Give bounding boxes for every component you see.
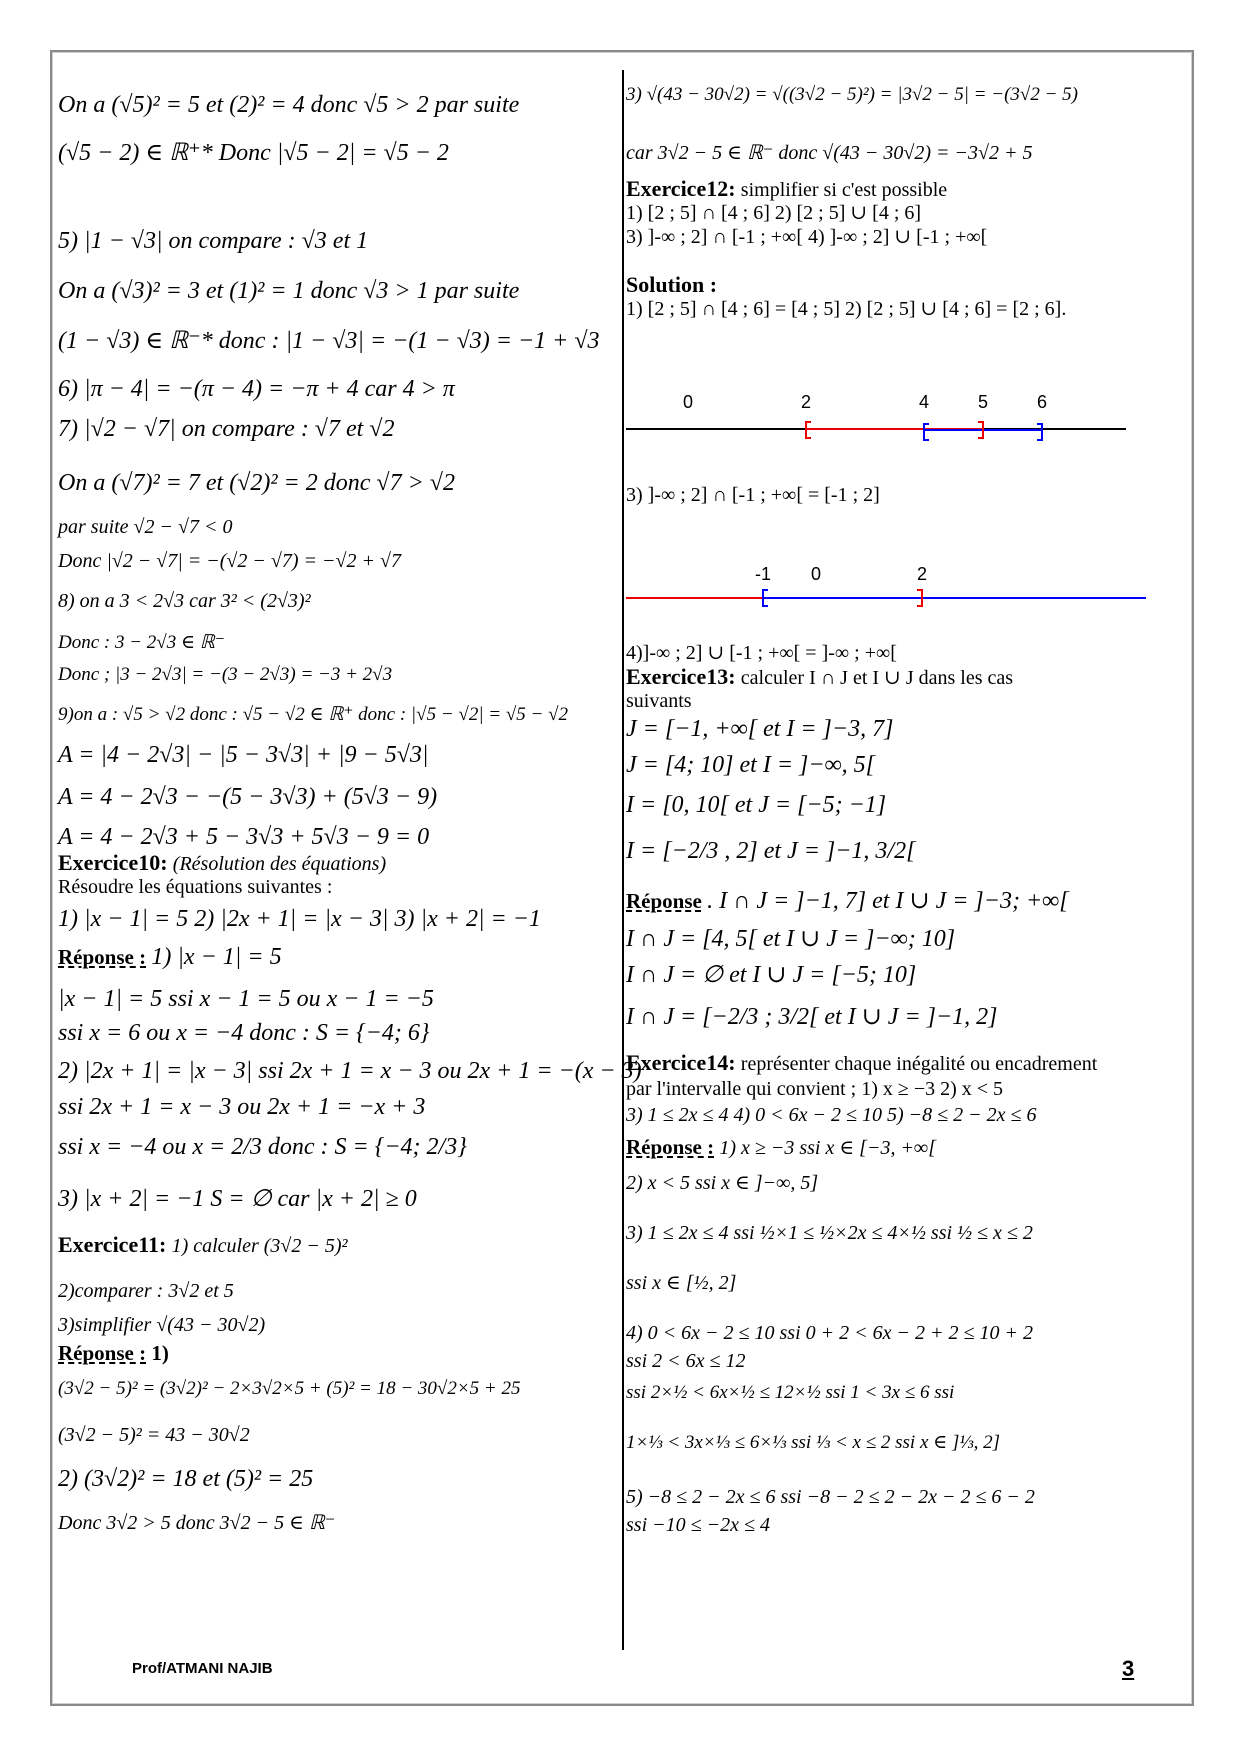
tick-label: -1 — [754, 566, 772, 584]
exercise10-heading — [58, 850, 386, 877]
exercise13-title: Exercice13: — [626, 664, 736, 689]
text-line: 3) √(43 − 30√2) = √((3√2 − 5)²) = |3√2 − 5| = −(3√2 − 5) — [626, 84, 1078, 105]
exercise12-q2: 3) ]-∞ ; 2] ∩ [-1 ; +∞[ 4) ]-∞ ; 2] ∪ [-1 ; +∞[ — [626, 226, 988, 248]
text-line: (√5 − 2) ∈ ℝ⁺* Donc |√5 − 2| = √5 − 2 — [58, 140, 449, 166]
text-line: par suite √2 − √7 < 0 — [58, 516, 233, 538]
text-line: Donc ; |3 − 2√3| = −(3 − 2√3) = −3 + 2√3 — [58, 664, 393, 685]
text-line: ssi x ∈ [½, 2] — [626, 1272, 737, 1294]
text-line: 4) 0 < 6x − 2 ≤ 10 ssi 0 + 2 < 6x − 2 + 2 ≤ 10 + 2 — [626, 1322, 1033, 1344]
tick-label: 2 — [916, 566, 928, 584]
exercise12-q1: 1) [2 ; 5] ∩ [4 ; 6] 2) [2 ; 5] ∪ [4 ; 6] — [626, 202, 922, 224]
exercise11-q3: 3)simplifier √(43 − 30√2) — [58, 1314, 266, 1336]
exercise10-instruction: Résoudre les équations suivantes : — [58, 876, 333, 898]
response-item: 1) — [151, 1341, 169, 1365]
exercise14-title: Exercice14: — [626, 1050, 736, 1075]
text-line: car 3√2 − 5 ∈ ℝ⁻ donc √(43 − 30√2) = −3√2 + 5 — [626, 142, 1033, 164]
exercise12-heading — [626, 176, 947, 203]
exercise14-statement: représenter chaque inégalité ou encadrement — [740, 1053, 1098, 1075]
exercise13-statement2: suivants — [626, 690, 692, 712]
text-line: (3√2 − 5)² = 43 − 30√2 — [58, 1424, 250, 1446]
text-line: On a (√5)² = 5 et (2)² = 4 donc √5 > 2 par suite — [58, 92, 520, 118]
text-line: Donc |√2 − √7| = −(√2 − √7) = −√2 + √7 — [58, 550, 401, 572]
exercise13-heading — [626, 664, 1013, 691]
text-line: ssi −10 ≤ −2x ≤ 4 — [626, 1514, 770, 1536]
exercise13-case: I = [0, 10[ et J = [−5; −1] — [626, 792, 887, 818]
text-line: On a (√7)² = 7 et (√2)² = 2 donc √7 > √2 — [58, 470, 455, 496]
interval-bracket — [1037, 424, 1042, 440]
text-line: On a (√3)² = 3 et (1)² = 1 donc √3 > 1 par suite — [58, 278, 520, 304]
tick-label: 5 — [977, 394, 989, 412]
exercise13-answer: I ∩ J = [−2/3 ; 3/2[ et I ∪ J = ]−1, 2] — [626, 1004, 998, 1030]
exercise12-solution-label: Solution : — [626, 272, 718, 297]
text-line: 1×⅓ < 3x×⅓ ≤ 6×⅓ ssi ⅓ < x ≤ 2 ssi x ∈ ]⅓, 2] — [626, 1432, 1000, 1453]
text-line: Donc 3√2 > 5 donc 3√2 − 5 ∈ ℝ⁻ — [58, 1512, 336, 1534]
exercise13-statement: calculer I ∩ J et I ∪ J dans les cas — [740, 667, 1014, 689]
response-label: Réponse : — [58, 945, 147, 969]
text-line: ssi 2×½ < 6x×½ ≤ 12×½ ssi 1 < 3x ≤ 6 ssi — [626, 1382, 955, 1403]
exercise14-statement2: par l'intervalle qui convient ; 1) x ≥ −3 2) x < 5 — [626, 1078, 1004, 1100]
text-line: A = 4 − 2√3 + 5 − 3√3 + 5√3 − 9 = 0 — [58, 824, 430, 850]
text-line: |x − 1| = 5 ssi x − 1 = 5 ou x − 1 = −5 — [58, 986, 434, 1012]
exercise12-statement: simplifier si c'est possible — [740, 179, 948, 201]
exercise11-q1: 1) calculer (3√2 − 5)² — [171, 1235, 348, 1257]
response-label: Réponse — [626, 889, 702, 913]
text-line: 7) |√2 − √7| on compare : √7 et √2 — [58, 416, 395, 442]
response-label: Réponse : — [626, 1135, 715, 1159]
text-line: Donc : 3 − 2√3 ∈ ℝ⁻ — [58, 632, 225, 653]
number-line-2 — [626, 566, 1146, 626]
text-line: ssi 2x + 1 = x − 3 ou 2x + 1 = −x + 3 — [58, 1094, 426, 1120]
exercise14-statement3: 3) 1 ≤ 2x ≤ 4 4) 0 < 6x − 2 ≤ 10 5) −8 ≤ 2 − 2x ≤ 6 — [626, 1104, 1037, 1126]
text-line: 2) (3√2)² = 18 et (5)² = 25 — [58, 1466, 314, 1492]
exercise14-response — [626, 1134, 936, 1161]
text-line: 2) |2x + 1| = |x − 3| ssi 2x + 1 = x − 3 ou 2x + 1 = −(x − 3) — [58, 1058, 642, 1084]
text-line: 3) 1 ≤ 2x ≤ 4 ssi ½×1 ≤ ½×2x ≤ 4×½ ssi ½ ≤ x ≤ 2 — [626, 1222, 1033, 1244]
exercise10-subtitle: (Résolution des équations) — [172, 853, 387, 875]
exercise12-s4: 4)]-∞ ; 2] ∪ [-1 ; +∞[ = ]-∞ ; +∞[ — [626, 642, 897, 664]
exercise13-answer: I ∩ J = [4, 5[ et I ∪ J = ]−∞; 10] — [626, 926, 956, 952]
exercise13-answer: I ∩ J = ∅ et I ∪ J = [−5; 10] — [626, 962, 917, 988]
exercise13-case: I = [−2/3 , 2] et J = ]−1, 3/2[ — [626, 838, 916, 864]
exercise11-response — [58, 1340, 169, 1366]
exercise12-title: Exercice12: — [626, 176, 736, 201]
exercise10-title: Exercice10: — [58, 850, 168, 875]
exercise11-title: Exercice11: — [58, 1232, 167, 1257]
column-divider — [622, 70, 624, 1650]
tick-label: 6 — [1036, 394, 1048, 412]
text-line: 2) x < 5 ssi x ∈ ]−∞, 5] — [626, 1172, 819, 1194]
text-line: A = |4 − 2√3| − |5 − 3√3| + |9 − 5√3| — [58, 742, 429, 768]
exercise11-heading — [58, 1232, 348, 1259]
response-item: . I ∩ J = ]−1, 7] et I ∪ J = ]−3; +∞[ — [707, 888, 1069, 914]
exercise13-case: J = [4; 10] et I = ]−∞, 5[ — [626, 752, 876, 778]
exercise12-s3: 3) ]-∞ ; 2] ∩ [-1 ; +∞[ = [-1 ; 2] — [626, 484, 880, 506]
text-line: ssi x = 6 ou x = −4 donc : S = {−4; 6} — [58, 1020, 430, 1046]
text-line: 5) |1 − √3| on compare : √3 et 1 — [58, 228, 369, 254]
exercise10-equations: 1) |x − 1| = 5 2) |2x + 1| = |x − 3| 3) |x + 2| = −1 — [58, 906, 541, 932]
tick-label: 0 — [682, 394, 694, 412]
text-line: 3) |x + 2| = −1 S = ∅ car |x + 2| ≥ 0 — [58, 1186, 417, 1212]
text-line: (1 − √3) ∈ ℝ⁻* donc : |1 − √3| = −(1 − √3) = −1 + √3 — [58, 328, 600, 354]
exercise13-case: J = [−1, +∞[ et I = ]−3, 7] — [626, 716, 894, 742]
text-line: 5) −8 ≤ 2 − 2x ≤ 6 ssi −8 − 2 ≤ 2 − 2x − 2 ≤ 6 − 2 — [626, 1486, 1035, 1508]
tick-label: 4 — [918, 394, 930, 412]
number-line-1 — [626, 394, 1126, 454]
exercise13-response — [626, 888, 1069, 914]
response-item: 1) |x − 1| = 5 — [151, 944, 282, 970]
exercise12-s1: 1) [2 ; 5] ∩ [4 ; 6] = [4 ; 5] 2) [2 ; 5] ∪ [4 ; 6] = [2 ; 6]. — [626, 298, 1067, 320]
text-line: 6) |π − 4| = −(π − 4) = −π + 4 car 4 > π — [58, 376, 455, 402]
response-label: Réponse : — [58, 1341, 147, 1365]
tick-label: 0 — [810, 566, 822, 584]
exercise10-response — [58, 944, 282, 970]
text-line: A = 4 − 2√3 − −(5 − 3√3) + (5√3 − 9) — [58, 784, 438, 810]
text-line: 8) on a 3 < 2√3 car 3² < (2√3)² — [58, 590, 311, 612]
page-number: 3 — [1122, 1656, 1135, 1681]
interval-bracket — [924, 424, 929, 440]
footer-author: Prof/ATMANI NAJIB — [132, 1660, 273, 1677]
text-line: ssi 2 < 6x ≤ 12 — [626, 1350, 746, 1372]
text-line: 9)on a : √5 > √2 donc : √5 − √2 ∈ ℝ⁺ donc : |√5 − √2| = √5 − √2 — [58, 704, 569, 725]
tick-label: 2 — [800, 394, 812, 412]
exercise14-heading — [626, 1050, 1097, 1077]
text-line: (3√2 − 5)² = (3√2)² − 2×3√2×5 + (5)² = 18 − 30√2×5 + 25 — [58, 1378, 521, 1399]
text-line: ssi x = −4 ou x = 2/3 donc : S = {−4; 2/3} — [58, 1134, 467, 1160]
response-item: 1) x ≥ −3 ssi x ∈ [−3, +∞[ — [719, 1137, 936, 1159]
exercise11-q2: 2)comparer : 3√2 et 5 — [58, 1280, 234, 1302]
